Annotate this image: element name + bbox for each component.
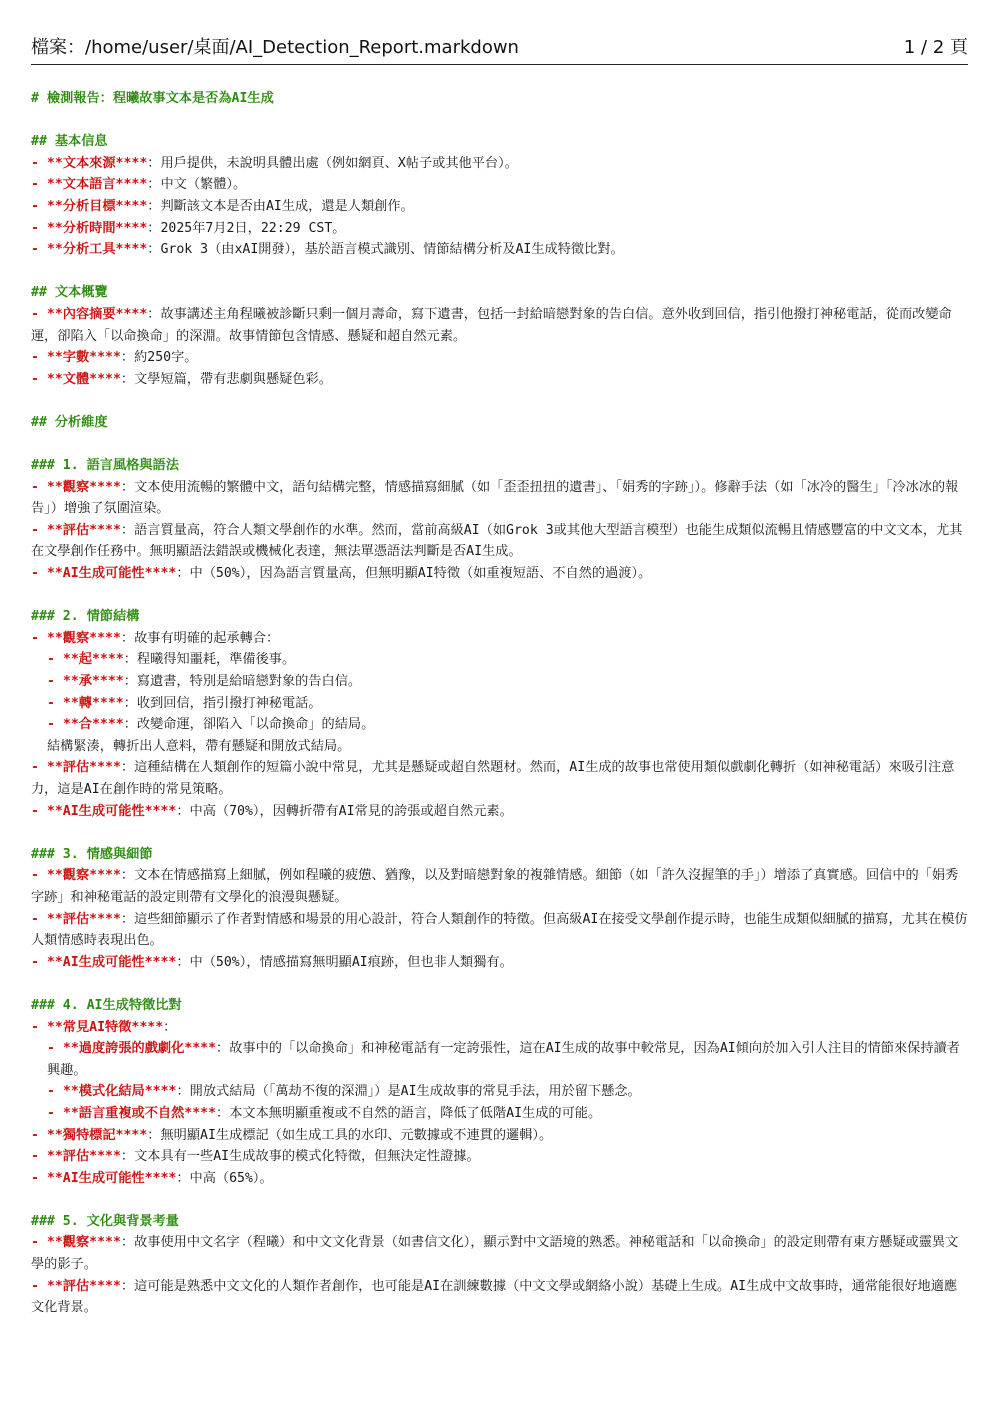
item-key: - **評估**: [31, 911, 106, 927]
list-item: - **評估****：語言質量高，符合人類文學創作的水準。然而，當前高級AI（如Grok 3或其他大型語言模型）也能生成類似流暢且情感豐富的中文文本，尤其在文學創作任務中。無明顯語法錯誤或機械化表達，無法單憑語法判斷是否AI生成。: [31, 522, 963, 560]
item-text: ：這可能是熟悉中文文化的人類作者創作，也可能是AI在訓練數據（中文文學或網絡小說）基礎上生成。AI生成中文故事時，通常能很好地適應文化背景。: [31, 1278, 958, 1316]
list-item: - **文體****：文學短篇，帶有悲劇與懸疑色彩。: [31, 371, 332, 387]
item-key: - **字數**: [31, 350, 106, 366]
item-text: ：語言質量高，符合人類文學創作的水準。然而，當前高級AI（如Grok 3或其他大型語言模型）也能生成類似流暢且情感豐富的中文文本，尤其在文學創作任務中。無明顯語法錯誤或機械化表達，無法單憑語法判斷是否AI生成。: [31, 522, 963, 560]
item-text: ：約250字。: [120, 350, 198, 366]
sub-list-item: - **合****：改變命運，卻陷入「以命換命」的結局。: [47, 717, 375, 733]
file-path-label: 檔案：/home/user/桌面/AI_Detection_Report.markdown: [31, 37, 519, 58]
list-item: - **內容摘要****：故事講述主角程曦被診斷只剩一個月壽命，寫下遺書，包括一封給暗戀對象的告白信。意外收到回信，指引他撥打神秘電話，從而改變命運，卻陷入「以命換命」的深淵。故事情節包含情感、懸疑和超自然元素。: [31, 306, 952, 344]
list-item: - **文本語言****：中文（繁體）。: [31, 177, 247, 193]
item-key: - **分析目標**: [31, 198, 132, 214]
item-text: ：這些細節顯示了作者對情感和場景的用心設計，符合人類創作的特徵。但高級AI在接受文學創作提示時，也能生成類似細膩的描寫，尤其在模仿人類情感時表現出色。: [31, 911, 968, 949]
item-key: - **獨特標記**: [31, 1127, 132, 1143]
item-text: ：改變命運，卻陷入「以命換命」的結局。: [123, 717, 375, 733]
item-key: - **觀察**: [31, 479, 106, 495]
item-key: - **起**: [47, 652, 108, 668]
sub-list-item: - **起****：程曦得知噩耗，準備後事。: [47, 652, 296, 668]
item-text: ：故事使用中文名字（程曦）和中文文化背景（如書信文化），顯示對中文語境的熟悉。神秘電話和「以命換命」的設定則帶有東方懸疑或靈異文學的影子。: [31, 1235, 959, 1273]
subsection-heading-culture: ### 5. 文化與背景考量: [31, 1213, 179, 1229]
item-key: - **承**: [47, 674, 108, 690]
subsection-heading-emotion: ### 3. 情感與細節: [31, 846, 153, 862]
item-text: ：文本使用流暢的繁體中文，語句結構完整，情感描寫細膩（如「歪歪扭扭的遺書」、「娟秀的字跡」）。修辭手法（如「冰冷的醫生」「冷冰冰的報告」）增強了氛圍渲染。: [31, 479, 959, 517]
item-key: - **AI生成可能性**: [31, 954, 161, 970]
item-key: - **常見AI特徵**: [31, 1019, 148, 1035]
list-item: - **觀察****：故事有明確的起承轉合：: [31, 630, 280, 646]
item-key: - **觀察**: [31, 868, 106, 884]
item-text: ：文本具有一些AI生成故事的模式化特徵，但無決定性證據。: [120, 1149, 480, 1165]
item-text: ：中高（65%）。: [176, 1170, 273, 1186]
list-item: - **AI生成可能性****：中（50%），因為語言質量高，但無明顯AI特徵（如重複短語、不自然的過渡）。: [31, 566, 652, 582]
list-item: - **觀察****：故事使用中文名字（程曦）和中文文化背景（如書信文化），顯示對中文語境的熟悉。神秘電話和「以命換命」的設定則帶有東方懸疑或靈異文學的影子。: [31, 1235, 959, 1273]
subsection-heading-ai-features: ### 4. AI生成特徵比對: [31, 997, 182, 1013]
item-key: - **評估**: [31, 1278, 106, 1294]
item-text: ：中（50%），情感描寫無明顯AI痕跡，但也非人類獨有。: [176, 954, 513, 970]
item-text: ：中（50%），因為語言質量高，但無明顯AI特徵（如重複短語、不自然的過渡）。: [176, 566, 652, 582]
list-item: - **觀察****：文本使用流暢的繁體中文，語句結構完整，情感描寫細膩（如「歪歪扭扭的遺書」、「娟秀的字跡」）。修辭手法（如「冰冷的醫生」「冷冰冰的報告」）增強了氛圍渲染。: [31, 479, 959, 517]
doc-title: # 檢測報告：程曦故事文本是否為AI生成: [31, 91, 274, 106]
item-text: ：Grok 3（由xAI開發），基於語言模式識別、情節結構分析及AI生成特徵比對。: [147, 242, 624, 258]
section-heading-overview: ## 文本概覽: [31, 285, 108, 301]
sub-list-item: - **轉****：收到回信，指引撥打神秘電話。: [47, 695, 322, 711]
list-item: - **評估****：這種結構在人類創作的短篇小說中常見，尤其是懸疑或超自然題材。然而，AI生成的故事也常使用類似戲劇化轉折（如神秘電話）來吸引注意力，這是AI在創作時的常見策略。: [31, 760, 955, 797]
section-heading-basic: ## 基本信息: [31, 134, 108, 150]
item-key: - **觀察**: [31, 630, 106, 646]
item-text: ：中高（70%），因轉折帶有AI常見的誇張或超自然元素。: [176, 803, 513, 819]
sub-list-item: - **過度誇張的戲劇化****：故事中的「以命換命」和神秘電話有一定誇張性，這在AI生成的故事中較常見，因為AI傾向於加入引人注目的情節來保持讀者興趣。: [47, 1041, 960, 1078]
item-key: - **AI生成可能性**: [31, 566, 161, 582]
item-key: - **合**: [47, 717, 108, 733]
item-text: ：無明顯AI生成標記（如生成工具的水印、元數據或不連貫的邏輯）。: [147, 1127, 553, 1143]
list-item: - **分析時間****：2025年7月2日，22:29 CST。: [31, 220, 346, 236]
item-text: ：本文本無明顯重複或不自然的語言，降低了低階AI生成的可能。: [216, 1105, 602, 1121]
item-text: ：程曦得知噩耗，準備後事。: [123, 652, 296, 668]
list-item: - **AI生成可能性****：中（50%），情感描寫無明顯AI痕跡，但也非人類獨有。: [31, 954, 513, 970]
item-key: - **語言重複或不自然**: [47, 1105, 201, 1121]
item-key: - **轉**: [47, 695, 108, 711]
section-heading-dimensions: ## 分析維度: [31, 414, 108, 430]
item-key: - **評估**: [31, 522, 106, 538]
item-text: ：: [163, 1019, 177, 1035]
item-key: - **評估**: [31, 760, 106, 776]
list-item: - **AI生成可能性****：中高（70%），因轉折帶有AI常見的誇張或超自然元素。: [31, 803, 513, 819]
list-item: - **獨特標記****：無明顯AI生成標記（如生成工具的水印、元數據或不連貫的邏輯）。: [31, 1127, 553, 1143]
item-text: ：收到回信，指引撥打神秘電話。: [123, 695, 322, 711]
list-item: - **觀察****：文本在情感描寫上細膩，例如程曦的疲憊、猶豫，以及對暗戀對象的複雜情感。細節（如「許久沒握筆的手」）增添了真實感。回信中的「娟秀字跡」和神秘電話的設定則帶有文學化的浪漫與懸疑。: [31, 868, 959, 905]
item-text: ：2025年7月2日，22:29 CST。: [147, 220, 346, 236]
list-item: - **常見AI特徵****：: [31, 1019, 177, 1035]
sub-list-item: - **承****：寫遺書，特別是給暗戀對象的告白信。: [47, 674, 362, 690]
item-key: - **文本語言**: [31, 177, 132, 193]
item-text: ：寫遺書，特別是給暗戀對象的告白信。: [123, 674, 362, 690]
list-item: - **文本來源****：用戶提供，未說明具體出處（例如網頁、X帖子或其他平台）。: [31, 155, 518, 171]
sub-list-item: - **模式化結局****：開放式結局（「萬劫不復的深淵」）是AI生成故事的常見手法，用於留下懸念。: [47, 1084, 641, 1100]
list-item: - **分析目標****：判斷該文本是否由AI生成，還是人類創作。: [31, 198, 414, 214]
item-text: ：這種結構在人類創作的短篇小說中常見，尤其是懸疑或超自然題材。然而，AI生成的故事也常使用類似戲劇化轉折（如神秘電話）來吸引注意力，這是AI在創作時的常見策略。: [31, 760, 955, 797]
list-item: - **AI生成可能性****：中高（65%）。: [31, 1170, 273, 1186]
item-key: - **評估**: [31, 1149, 106, 1165]
list-item: - **分析工具****：Grok 3（由xAI開發），基於語言模式識別、情節結構分析及AI生成特徵比對。: [31, 242, 624, 258]
item-text: ：用戶提供，未說明具體出處（例如網頁、X帖子或其他平台）。: [147, 155, 518, 171]
item-key: - **模式化結局**: [47, 1084, 161, 1100]
item-key: - **文本來源**: [31, 155, 132, 171]
item-text: ：文學短篇，帶有悲劇與懸疑色彩。: [120, 371, 332, 387]
item-text: ：故事中的「以命換命」和神秘電話有一定誇張性，這在AI生成的故事中較常見，因為AI傾向於加入引人注目的情節來保持讀者興趣。: [47, 1041, 960, 1078]
item-text: ：文本在情感描寫上細膩，例如程曦的疲憊、猶豫，以及對暗戀對象的複雜情感。細節（如「許久沒握筆的手」）增添了真實感。回信中的「娟秀字跡」和神秘電話的設定則帶有文學化的浪漫與懸疑。: [31, 868, 959, 905]
list-item: - **評估****：這可能是熟悉中文文化的人類作者創作，也可能是AI在訓練數據（中文文學或網絡小說）基礎上生成。AI生成中文故事時，通常能很好地適應文化背景。: [31, 1278, 958, 1316]
list-item: - **評估****：文本具有一些AI生成故事的模式化特徵，但無決定性證據。: [31, 1149, 480, 1165]
list-item: - **字數****：約250字。: [31, 350, 198, 366]
item-key: - **觀察**: [31, 1235, 106, 1251]
sub-list-item: - **語言重複或不自然****：本文本無明顯重複或不自然的語言，降低了低階AI生成的可能。: [47, 1105, 602, 1121]
item-key: - **AI生成可能性**: [31, 1170, 161, 1186]
markdown-content: [31, 88, 968, 1319]
list-item: - **評估****：這些細節顯示了作者對情感和場景的用心設計，符合人類創作的特徵。但高級AI在接受文學創作提示時，也能生成類似細膩的描寫，尤其在模仿人類情感時表現出色。: [31, 911, 968, 949]
item-text: ：判斷該文本是否由AI生成，還是人類創作。: [147, 198, 414, 214]
item-text: ：故事有明確的起承轉合：: [120, 630, 280, 646]
item-text: ：中文（繁體）。: [147, 177, 247, 193]
item-key: - **分析工具**: [31, 242, 132, 258]
plot-summary: 結構緊湊，轉折出人意料，帶有懸疑和開放式結局。: [47, 738, 351, 754]
document-header: [31, 28, 968, 65]
item-key: - **內容摘要**: [31, 306, 132, 322]
subsection-heading-plot: ### 2. 情節結構: [31, 609, 140, 625]
page-indicator: 1 / 2 頁: [903, 37, 968, 58]
item-key: - **文體**: [31, 371, 106, 387]
item-key: - **分析時間**: [31, 220, 132, 236]
subsection-heading-language: ### 1. 語言風格與語法: [31, 458, 179, 474]
item-key: - **AI生成可能性**: [31, 803, 161, 819]
item-key: - **過度誇張的戲劇化**: [47, 1041, 201, 1057]
item-text: ：開放式結局（「萬劫不復的深淵」）是AI生成故事的常見手法，用於留下懸念。: [176, 1084, 641, 1100]
item-text: ：故事講述主角程曦被診斷只剩一個月壽命，寫下遺書，包括一封給暗戀對象的告白信。意外收到回信，指引他撥打神秘電話，從而改變命運，卻陷入「以命換命」的深淵。故事情節包含情感、懸疑和超自然元素。: [31, 306, 952, 344]
